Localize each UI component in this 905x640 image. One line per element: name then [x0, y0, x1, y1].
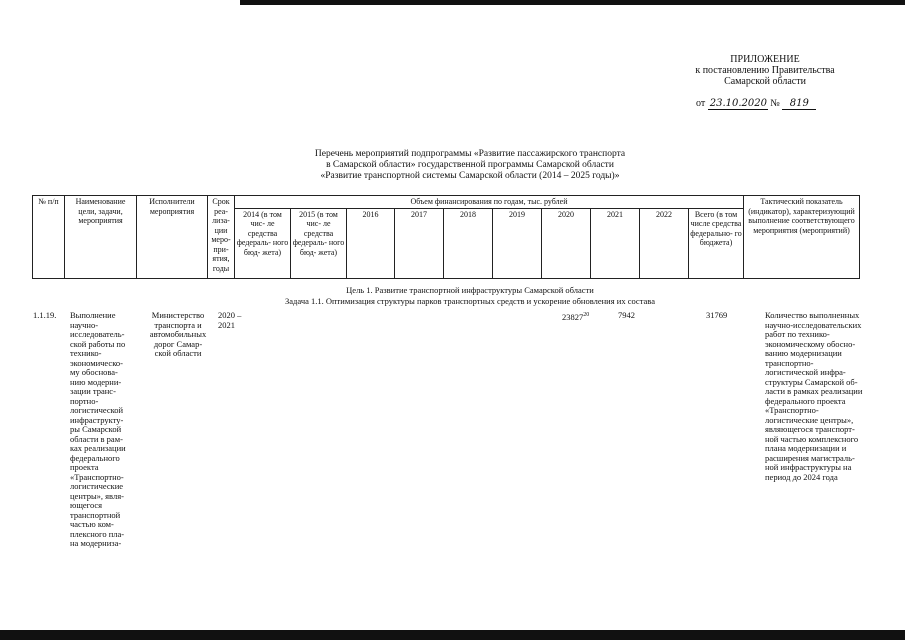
scan-edge-bottom — [0, 630, 905, 640]
handwritten-number: 819 — [782, 98, 816, 110]
document-title — [230, 149, 710, 182]
decree-dateline — [696, 98, 816, 110]
col-year-2020: 2020 — [542, 208, 591, 278]
row-term: 2020 – 2021 — [218, 310, 242, 330]
task-heading: Задача 1.1. Оптимизация структуры парков транспортных средств и ускорение обновления их состава — [285, 296, 655, 306]
col-funding: Объем финансирования по годам, тыс. рублей — [235, 196, 744, 209]
row-value-2021: 7942 — [618, 310, 635, 320]
col-year-2015: 2015 (в том чис- ле средства федераль- ного бюд- жета) — [291, 208, 347, 278]
col-year-2021: 2021 — [591, 208, 640, 278]
row-indicator: Количество выполненных научно-исследовательских работ по технико- экономическому обосно- ванию модернизации транспортно- логистической инфра- структуры Самарской об- ласти в рамках реализации федерального проекта «Транспортно- логистические центры», являющегося транспорт- ной частью комплексного плана модернизации и расширения магистраль- ной инфраструктуры на период до 2024 года — [765, 310, 863, 482]
col-year-2019: 2019 — [493, 208, 542, 278]
handwritten-date: 23.10.2020 — [709, 98, 768, 109]
col-name: Наименование цели, задачи, мероприятия — [65, 196, 137, 279]
col-year-2017: 2017 — [395, 208, 444, 278]
col-indicator: Тактический показатель (индикатор), характеризующий выполнение соответствующего мероприятия (мероприятий) — [744, 196, 860, 279]
number-prefix: № — [770, 98, 780, 109]
col-total: Всего (в том числе средства федерально- го бюджета) — [689, 208, 744, 278]
appendix-line: Самарской области — [724, 76, 806, 87]
appendix-title: ПРИЛОЖЕНИЕ — [730, 54, 800, 65]
col-year-2018: 2018 — [444, 208, 493, 278]
col-executor: Исполнители мероприятия — [137, 196, 208, 279]
title-line: в Самарской области» государственной программы Самарской области — [326, 160, 614, 170]
row-executor: Министерство транспорта и автомобильных дорог Самар- ской области — [149, 310, 207, 358]
col-term: Срок реа- лиза- ции меро- при- ятия, годы — [208, 196, 235, 279]
scan-edge-top — [240, 0, 905, 5]
value-2020-amount: 23827 — [562, 311, 584, 322]
goal-heading: Цель 1. Развитие транспортной инфраструктуры Самарской области — [346, 285, 594, 295]
row-value-2020 — [562, 311, 589, 322]
col-num: № п/п — [33, 196, 65, 279]
title-line: Перечень мероприятий подпрограммы «Развитие пассажирского транспорта — [314, 149, 626, 159]
row-number: 1.1.19. — [33, 310, 57, 320]
row-measure-name: Выполнение научно- исследователь- ской работы по технико- экономическо- му обоснова- нию модерни- зации транс- портно- логистической инфраструкту- ры Самарской области в рам- ках реализации федерального проекта «Транспортно- логистические центры», явля- ющегося транспортной частью ком- плексного пла- на модерниза- — [70, 310, 126, 548]
value-2020-footnote: 20 — [583, 312, 590, 318]
row-value-total: 31769 — [706, 310, 728, 320]
title-line: «Развитие транспортной системы Самарской области (2014 – 2025 годы)» — [320, 171, 620, 181]
col-year-2022: 2022 — [640, 208, 689, 278]
appendix-line: к постановлению Правительства — [695, 65, 835, 76]
appendix-block — [660, 54, 870, 87]
date-prefix: от — [696, 98, 706, 109]
measures-table-header — [32, 195, 860, 279]
col-year-2014: 2014 (в том чис- ле средства федераль- ного бюд- жета) — [235, 208, 291, 278]
col-year-2016: 2016 — [347, 208, 395, 278]
